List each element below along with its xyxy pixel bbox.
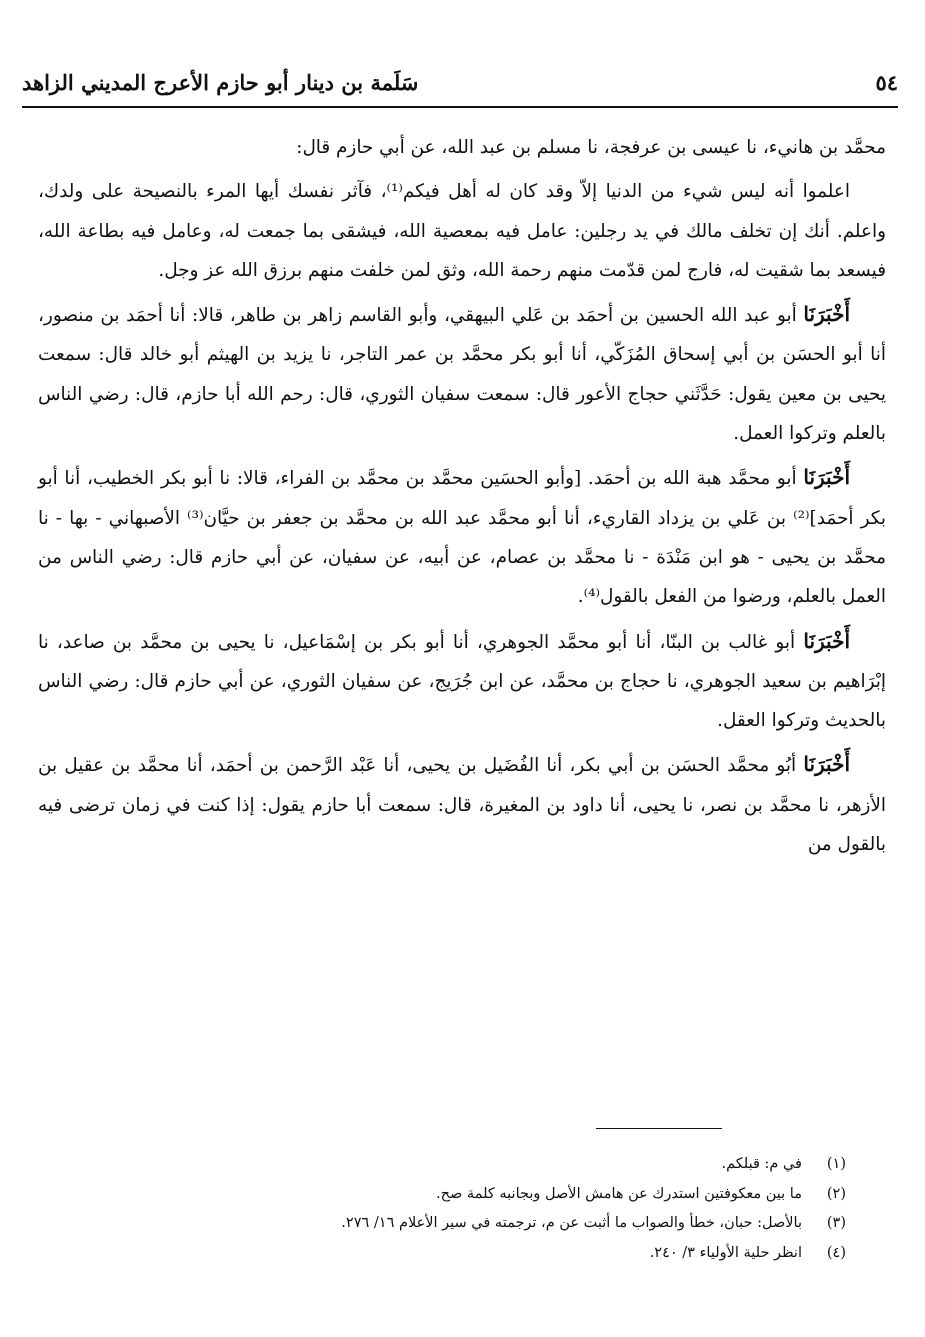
footnote-number: (١) xyxy=(826,1156,846,1172)
akhbarana-keyword: أَخْبَرَنَا xyxy=(803,302,850,327)
footnote xyxy=(38,1209,846,1239)
footnote-number: (٤) xyxy=(826,1244,846,1261)
page-number: ٥٤ xyxy=(875,69,898,95)
main-text xyxy=(38,128,886,869)
akhbarana-keyword: أَخْبَرَنَا xyxy=(803,465,850,490)
paragraph-5 xyxy=(38,622,886,741)
akhbarana-keyword: أَخْبَرَنَا xyxy=(803,752,850,777)
footnotes xyxy=(38,1150,846,1268)
paragraph-text: أبُو محمَّد الحسَن بن أبي بكر، أنا الفُضَيل بن يحيى، أنا عَبْد الرَّحمن بن أحمَد، أنا محمَّد بن عقيل بن الأزهر، نا محمَّد بن نصر، نا يحيى، أنا داود بن المغيرة، قال: سمعت أبا حازم يقول: إذا كنت في زمان ترضى فيه بالقول من xyxy=(38,755,886,856)
footnote-text: بالأصل: حبان، خطأ والصواب ما أثبت عن م، ترجمته في سير الأعلام ١٦/ ٢٧٦. xyxy=(341,1215,802,1231)
footnote-text: انظر حلية الأولياء ٣/ ٢٤٠. xyxy=(649,1244,802,1261)
paragraph-text: أبو غالب بن البنّا، أنا أبو محمَّد الجوهري، أنا أبو بكر بن إسْمَاعيل، نا يحيى بن محمَّد بن صاعد، نا إبْرَاهيم بن سعيد الجوهري، نا حجاج بن محمَّد، عن ابن جُرَيج، عن سفيان الثوري، عن أبي حازم قال: رضي الناس بالحديث وتركوا العقل. xyxy=(38,631,886,732)
running-title: سَلَمة بن دينار أبو حازم الأعرج المديني الزاهد xyxy=(22,69,419,95)
paragraph-text: محمَّد بن هانيء، نا عيسى بن عرفجة، نا مسلم بن عبد الله، عن أبي حازم قال: xyxy=(296,137,886,158)
footnote xyxy=(38,1150,846,1180)
paragraph-text: اعلموا أنه ليس شيء من الدنيا إلاّ وقد كان له أهل فيكم⁽¹⁾، فآثر نفسك أيها المرء بالنصيحة على ولدك، واعلم. أنك إن تخلف مالك في يد رجلين: عامل فيه بمعصية الله، فيشقى بما جمعت له، وعامل فيه بطاعة الله، فيسعد بما شقيت له، فارج لمن قدّمت منهم رحمة الله، وثق لمن خلفت منهم برزق الله عز وجل. xyxy=(38,181,886,281)
footnote-number: (٢) xyxy=(826,1185,846,1202)
footnote-number: (٣) xyxy=(826,1215,846,1231)
paragraph-2 xyxy=(38,172,886,290)
paragraph-text: أبو محمَّد هبة الله بن أحمَد. [وأبو الحسَين محمَّد بن محمَّد بن الفراء، قالا: نا أبو بكر الخطيب، أنا أبو بكر أحمَد]⁽²⁾ بن عَلي بن يزداد القاريء، أنا أبو محمَّد عبد الله بن محمَّد بن جعفر بن حيَّان⁽³⁾ الأصبهاني - بها - نا محمَّد بن يحيى - هو ابن مَنْدَة - نا محمَّد بن عصام، عن أبيه، عن سفيان، عن أبي حازم قال: رضي الناس من العمل بالعلم، ورضوا من الفعل بالقول⁽⁴⁾. xyxy=(38,468,886,608)
page-header xyxy=(22,64,898,100)
footnote xyxy=(38,1239,846,1269)
footnote-text: ما بين معكوفتين استدرك عن هامش الأصل وبجانبه كلمة صح. xyxy=(436,1185,802,1202)
header-rule xyxy=(22,106,898,108)
paragraph-3 xyxy=(38,295,886,453)
paragraph-4 xyxy=(38,458,886,616)
paragraph-6 xyxy=(38,745,886,864)
paragraph-1 xyxy=(38,128,886,167)
footnote-rule xyxy=(596,1128,722,1129)
paragraph-text: أبو عبد الله الحسين بن أحمَد بن عَلي البيهقي، وأبو القاسم زاهر بن طاهر، قالا: أنا أحمَد بن منصور، أنا أبو الحسَن بن أبي إسحاق المُزَكّي، أنا أبو بكر محمَّد بن عمر التاجر، نا يزيد بن الهيثم أبو خالد قال: سمعت يحيى بن معين يقول: حَدَّثَني حجاج الأعور قال: سمعت سفيان الثوري، قال: رحم الله أبا حازم، قال: رضي الناس بالعلم وتركوا العمل. xyxy=(38,305,886,445)
akhbarana-keyword: أَخْبَرَنَا xyxy=(803,628,850,653)
footnote-text: في م: قبلكم. xyxy=(721,1156,802,1172)
footnote xyxy=(38,1180,846,1210)
